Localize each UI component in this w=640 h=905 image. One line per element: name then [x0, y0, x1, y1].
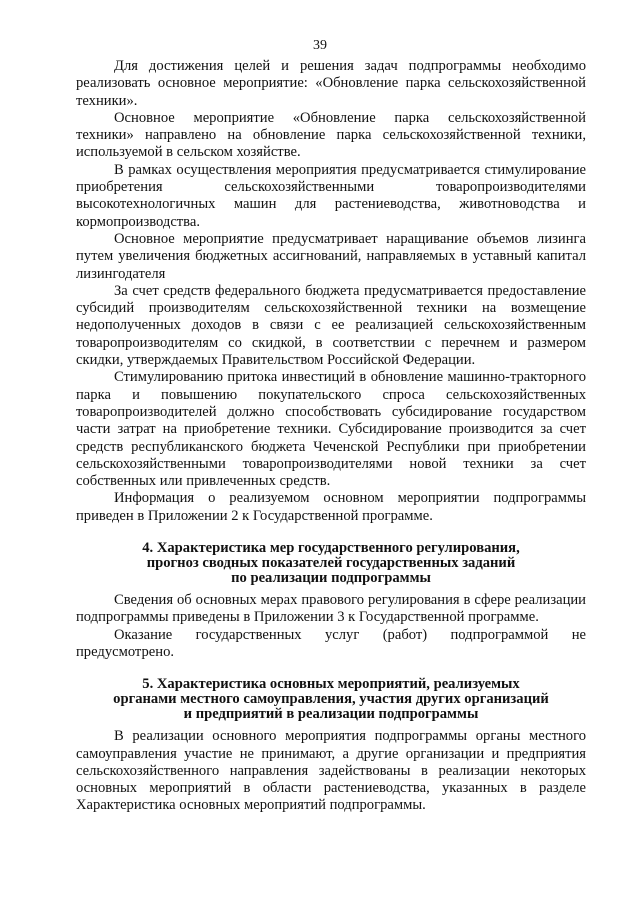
heading-line: органами местного самоуправления, участия других организаций: [113, 691, 549, 708]
heading-line: и предприятий в реализации подпрограммы: [183, 706, 479, 723]
section-4-heading: [76, 541, 586, 586]
heading-line: прогноз сводных показателей государственных заданий: [146, 555, 516, 572]
paragraph: Стимулированию притока инвестиций в обновление машинно-тракторного парка и повышению покупательского спроса сельскохозяйственных товаропроизводителей должно способствовать субсидирование государством части затрат на приобретение техники. Субсидирование производится за счет средств республиканского бюджета Чеченской Республики при приобретении сельскохозяйственными товаропроизводителями новой техники за счет собственных или привлеченных средств.: [76, 369, 586, 490]
section-5-heading: [76, 677, 586, 722]
paragraph: Информация о реализуемом основном мероприятии подпрограммы приведен в Приложении 2 к Государственной программе.: [76, 490, 586, 524]
paragraph: В реализации основного мероприятия подпрограммы органы местного самоуправления участие не принимают, а другие организации и предприятия сельскохозяйственного направления задействованы в реализации некоторых основных мероприятий в области растениеводства, указанных в разделе Характеристика основных мероприятий подпрограммы.: [76, 728, 586, 814]
page-number: 39: [313, 38, 327, 53]
paragraph: Оказание государственных услуг (работ) подпрограммой не предусмотрено.: [76, 626, 586, 660]
paragraph: Сведения об основных мерах правового регулирования в сфере реализации подпрограммы приведены в Приложении 3 к Государственной программе.: [76, 592, 586, 626]
paragraph: Основное мероприятие «Обновление парка сельскохозяйственной техники» направлено на обновление парка сельскохозяйственной техники, используемой в сельском хозяйстве.: [76, 109, 586, 161]
page-body: [76, 58, 586, 815]
paragraph: Для достижения целей и решения задач подпрограммы необходимо реализовать основное мероприятие: «Обновление парка сельскохозяйственной техники».: [76, 58, 586, 109]
heading-line: 5. Характеристика основных мероприятий, реализуемых: [142, 676, 520, 693]
paragraph: Основное мероприятие предусматривает наращивание объемов лизинга путем увеличения бюджетных ассигнований, направляемых в уставный капитал лизингодателя: [76, 230, 586, 282]
heading-line: по реализации подпрограммы: [231, 570, 431, 587]
paragraph: За счет средств федерального бюджета предусматривается предоставление субсидий производителям сельскохозяйственной техники на возмещение недополученных доходов в связи с ее реализацией сельскохозяйственным товаропроизводителям со скидкой, в соответствии с перечнем и размером скидки, утверждаемых Правительством Российской Федерации.: [76, 282, 586, 369]
paragraph: В рамках осуществления мероприятия предусматривается стимулирование приобретения сельскохозяйственными товаропроизводителями высокотехнологичных машин для растениеводства, животноводства и кормопроизводства.: [76, 161, 586, 230]
heading-line: 4. Характеристика мер государственного регулирования,: [142, 540, 520, 557]
